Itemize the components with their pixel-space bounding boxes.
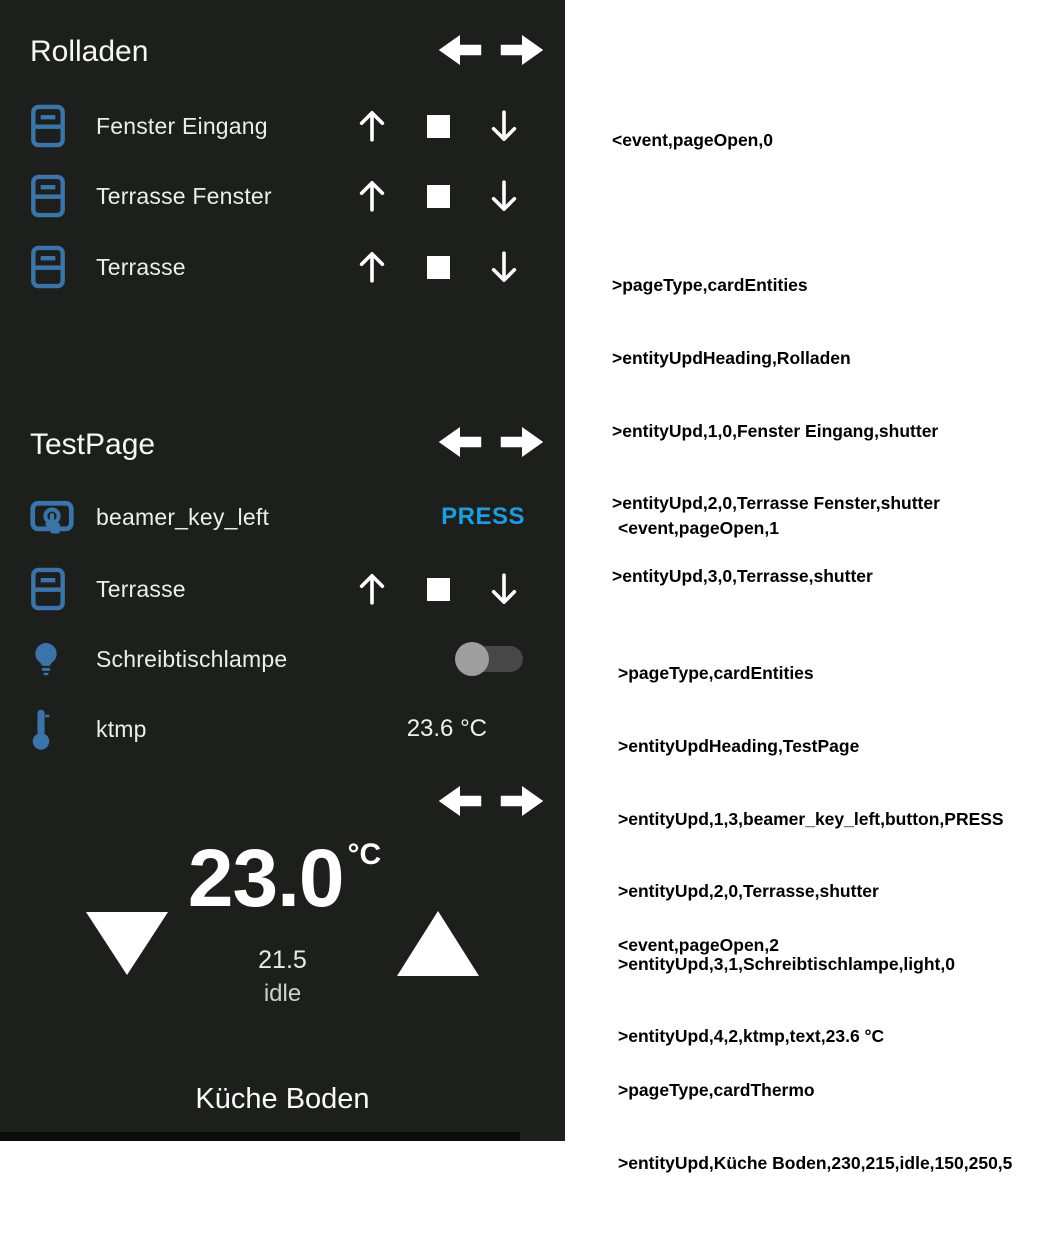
serial-line: >pageType,cardEntities <box>618 663 814 684</box>
toggle-knob <box>455 642 489 676</box>
entity-row <box>30 700 545 758</box>
shutter-stop-button[interactable] <box>405 560 471 618</box>
current-temperature-value: 23.0 <box>187 833 344 924</box>
light-toggle-switch[interactable] <box>455 641 523 677</box>
serial-line: >entityUpd,3,1,Schreibtischlampe,light,0 <box>618 953 955 974</box>
page-nav-testpage <box>437 424 545 460</box>
nav-right-arrow-icon[interactable] <box>499 32 545 68</box>
nav-left-arrow-icon[interactable] <box>437 32 483 68</box>
serial-line: >entityUpdHeading,Rolladen <box>612 348 851 369</box>
window-shutter-icon <box>30 104 74 148</box>
shutter-down-button[interactable] <box>471 97 537 155</box>
entity-row <box>30 238 545 296</box>
thermostat-name: Küche Boden <box>195 1083 370 1115</box>
serial-line: >pageType,cardThermo <box>618 1080 815 1101</box>
lightbulb-icon <box>30 638 74 680</box>
screen-bottom-border <box>0 1132 520 1141</box>
entity-row <box>30 488 545 546</box>
shutter-down-button[interactable] <box>471 560 537 618</box>
hvac-state: idle <box>263 980 302 1007</box>
nav-right-arrow-icon[interactable] <box>499 424 545 460</box>
serial-log-block-3 <box>618 885 1012 1248</box>
entity-name: beamer_key_left <box>96 503 270 530</box>
serial-line: >entityUpd,3,0,Terrasse,shutter <box>612 565 873 586</box>
serial-line: >entityUpd,2,0,Terrasse Fenster,shutter <box>612 493 940 514</box>
stop-square-icon <box>427 256 450 279</box>
entity-row <box>30 630 545 688</box>
entity-row <box>30 97 545 155</box>
window-shutter-icon <box>30 174 74 218</box>
entity-row <box>30 560 545 618</box>
nav-left-arrow-icon[interactable] <box>437 424 483 460</box>
page-title-rolladen: Rolladen <box>30 35 149 68</box>
serial-line: >entityUpd,2,0,Terrasse,shutter <box>618 881 879 902</box>
serial-event-line: <event,pageOpen,2 <box>618 935 779 956</box>
serial-line: >entityUpd,Küche Boden,230,215,idle,150,250,5 <box>618 1153 1013 1174</box>
nspanel-screen-column <box>0 0 565 1141</box>
page-nav-thermo <box>437 783 545 819</box>
shutter-stop-button[interactable] <box>405 238 471 296</box>
shutter-stop-button[interactable] <box>405 97 471 155</box>
shutter-up-button[interactable] <box>339 167 405 225</box>
current-temperature <box>0 832 565 926</box>
serial-line: >entityUpd,1,0,Fenster Eingang,shutter <box>612 420 939 441</box>
gesture-tap-icon <box>30 495 74 539</box>
window-shutter-icon <box>30 245 74 289</box>
entity-name: Terrasse <box>96 253 186 280</box>
shutter-up-button[interactable] <box>339 560 405 618</box>
serial-line: >entityUpd,1,3,beamer_key_left,button,PRESS <box>618 808 1004 829</box>
shutter-down-button[interactable] <box>471 167 537 225</box>
shutter-down-button[interactable] <box>471 238 537 296</box>
serial-line: >entityUpdHeading,TestPage <box>618 736 860 757</box>
entity-name: Terrasse <box>96 575 186 602</box>
entity-row <box>30 167 545 225</box>
stop-square-icon <box>427 115 450 138</box>
serial-event-line: <event,pageOpen,0 <box>612 130 773 151</box>
serial-line: >pageType,cardEntities <box>612 275 808 296</box>
entity-name: ktmp <box>96 715 147 742</box>
nav-right-arrow-icon[interactable] <box>499 783 545 819</box>
press-button[interactable]: PRESS <box>441 503 525 530</box>
stop-square-icon <box>427 185 450 208</box>
shutter-up-button[interactable] <box>339 238 405 296</box>
window-shutter-icon <box>30 567 74 611</box>
page-title-testpage: TestPage <box>30 428 156 461</box>
shutter-stop-button[interactable] <box>405 167 471 225</box>
entity-name: Terrasse Fenster <box>96 182 272 209</box>
nav-left-arrow-icon[interactable] <box>437 783 483 819</box>
entity-name: Schreibtischlampe <box>96 645 288 672</box>
page-nav-rolladen <box>437 32 545 68</box>
stop-square-icon <box>427 578 450 601</box>
thermometer-icon <box>30 707 74 751</box>
serial-line: >entityUpd,4,2,ktmp,text,23.6 °C <box>618 1026 885 1047</box>
temperature-unit: °C <box>347 838 382 871</box>
shutter-up-button[interactable] <box>339 97 405 155</box>
serial-event-line: <event,pageOpen,1 <box>618 518 779 539</box>
target-temperature: 21.5 <box>258 946 307 974</box>
sensor-value: 23.6 °C <box>406 715 487 742</box>
entity-name: Fenster Eingang <box>96 112 268 139</box>
